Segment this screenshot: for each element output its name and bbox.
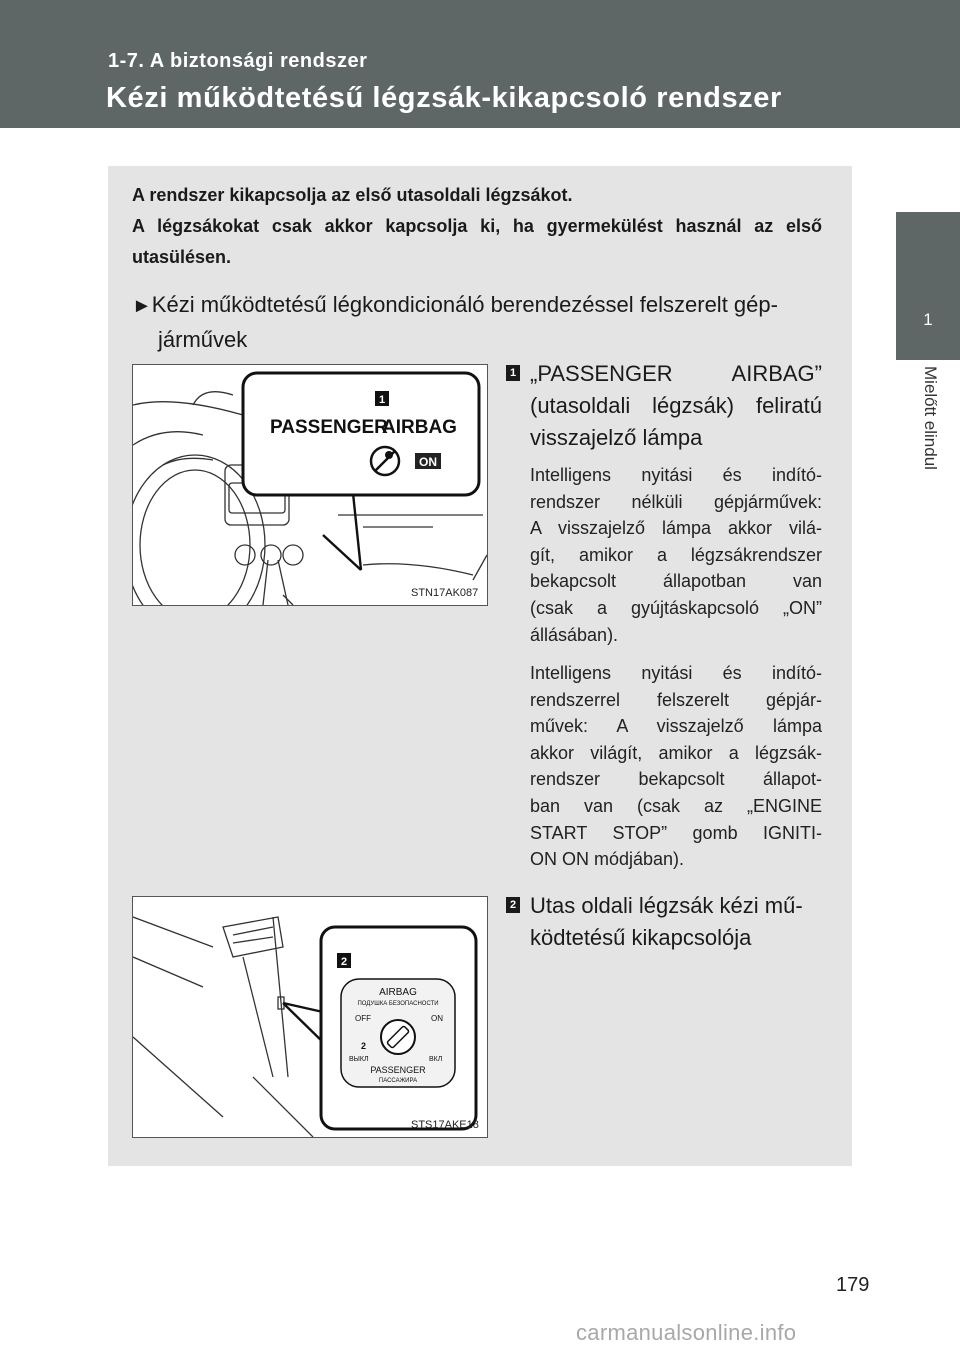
chapter-tab-number: 1 <box>923 310 933 329</box>
fig2-off-ru: ВЫКЛ <box>349 1056 369 1063</box>
dashboard-illustration <box>133 365 487 605</box>
para-1-line: Intelligens nyitási és indító- <box>530 465 822 485</box>
item-2 <box>506 890 822 970</box>
fig1-label-passenger: PASSENGER <box>270 417 388 438</box>
page-number: 179 <box>836 1274 870 1296</box>
watermark: carmanualsonline.info <box>576 1320 797 1345</box>
para-1-line: A visszajelző lámpa akkor vilá- <box>530 518 822 539</box>
fig2-airbag-ru: ПОДУШКА БЕЗОПАСНОСТИ <box>357 1001 439 1007</box>
item-1-para-2 <box>530 660 822 873</box>
chapter-tab <box>896 212 960 360</box>
para-1-line: (csak a gyújtáskapcsoló „ON” <box>530 597 822 618</box>
para-2-line: akkor világít, amikor a légzsák- <box>530 742 822 763</box>
para-2-line: ON ON módjában). <box>530 849 685 870</box>
item-1-title <box>530 358 822 454</box>
para-1-line: rendszer nélküli gépjárművek: <box>530 491 822 512</box>
chapter-tab-label: Mielőtt elindul <box>921 366 940 470</box>
intro-text <box>132 180 822 273</box>
chapter-header <box>0 0 960 128</box>
item-1-para-1 <box>530 462 822 648</box>
item-2-title-line-2: ködtetésű kikapcsolója <box>530 925 752 950</box>
page-title: Kézi működtetésű légzsák-kikapcsoló rendszer <box>106 82 782 114</box>
fig2-passenger-ru: ПАССАЖИРА <box>378 1078 418 1084</box>
fig2-airbag: AIRBAG <box>379 987 417 998</box>
fig1-on-label: ON <box>419 455 437 469</box>
para-1-line: gít, amikor a légzsákrendszer <box>530 544 822 565</box>
item-1-title-line-3: visszajelző lámpa <box>530 425 703 450</box>
fig1-badge: 1 <box>378 394 386 406</box>
vehicle-note-line-2: járművek <box>158 327 248 352</box>
switch-illustration <box>133 897 487 1137</box>
fig2-on: ON <box>431 1014 443 1023</box>
item-1-badge: 1 <box>506 365 520 381</box>
item-2-title <box>530 890 822 954</box>
intro-line-2: A légzsákokat csak akkor kapcsolja ki, ha gyermekülést használ az első utasülésen. <box>132 216 822 267</box>
para-2-line: START STOP” gomb IGNITI- <box>530 822 822 843</box>
arrow-icon: ► <box>132 295 152 317</box>
vehicle-note-line-1: Kézi működtetésű légkondicionáló berendezéssel felszerelt gép- <box>151 292 778 317</box>
para-2-line: rendszerrel felszerelt gépjár- <box>530 689 822 710</box>
item-2-title-line-1: Utas oldali légzsák kézi mű- <box>530 893 803 918</box>
para-2-line: Intelligens nyitási és indító- <box>530 663 822 683</box>
item-1 <box>506 360 822 880</box>
para-2-line: ban van (csak az „ENGINE <box>530 795 822 816</box>
item-2-badge: 2 <box>506 897 520 913</box>
figure-dashboard-lamp <box>132 364 488 606</box>
section-label: 1-7. A biztonsági rendszer <box>108 50 368 72</box>
fig2-on-ru: ВКЛ <box>429 1056 443 1063</box>
figure-airbag-switch <box>132 896 488 1138</box>
figure-code-1: STN17AK087 <box>411 587 479 599</box>
vehicle-note <box>132 288 822 357</box>
fig2-num: 2 <box>361 1041 367 1051</box>
fig1-label-airbag: AIRBAG <box>382 417 457 438</box>
item-1-title-line-2: (utasoldali légzsák) feliratú <box>530 393 822 418</box>
para-1-line: állásában). <box>530 624 619 645</box>
figure-code-2: STS17AKE18 <box>411 1119 479 1131</box>
fig2-off: OFF <box>355 1014 371 1023</box>
fig2-passenger: PASSENGER <box>370 1065 426 1075</box>
intro-line-1: A rendszer kikapcsolja az első utasoldali légzsákot. <box>132 185 573 205</box>
para-2-line: rendszer bekapcsolt állapot- <box>530 769 822 790</box>
item-1-title-line-1: „PASSENGER AIRBAG” <box>530 361 822 386</box>
switch-knob-icon <box>381 1020 415 1054</box>
para-2-line: művek: A visszajelző lámpa <box>530 716 822 737</box>
fig2-badge: 2 <box>340 956 348 968</box>
para-1-line: bekapcsolt állapotban van <box>530 571 822 592</box>
